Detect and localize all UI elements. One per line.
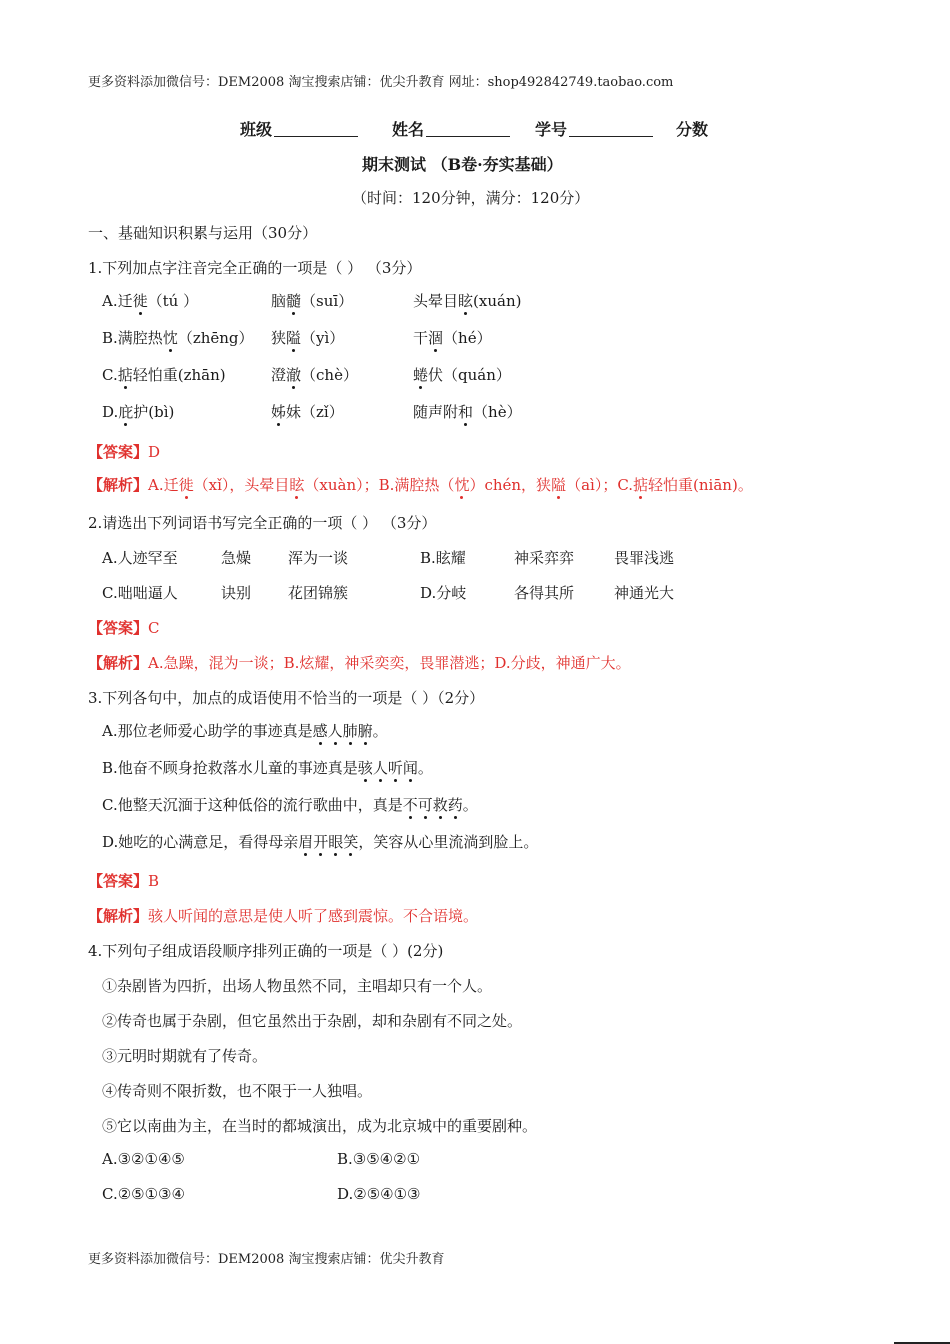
q3-dotted-idiom bbox=[403, 796, 463, 814]
answer-value: D bbox=[148, 443, 161, 461]
q1-dotted-char: 和 bbox=[458, 403, 474, 421]
q1-option-b-item2: 狭隘（yì） bbox=[271, 329, 345, 347]
q1-option-d-item1: D.庇护(bì) bbox=[102, 403, 175, 421]
dotted-char: 腑 bbox=[357, 722, 373, 740]
dotted-char: 人 bbox=[372, 759, 388, 777]
analysis-text bbox=[148, 476, 753, 494]
analysis-text: A.急躁，混为一谈；B.炫耀，神采奕奕，畏罪潜逃；D.分歧，神通广大。 bbox=[148, 654, 631, 672]
score-field bbox=[676, 117, 708, 140]
q1-option-c-item2: 澄澈（chè） bbox=[271, 366, 358, 384]
q4-stem: 4.下列句子组成语段顺序排列正确的一项是（ ）(2分) bbox=[88, 942, 444, 960]
analysis-label: 【解析】 bbox=[88, 476, 149, 494]
analysis-dotted-char: 隘 bbox=[551, 476, 567, 494]
analysis-dotted-char: 忱 bbox=[454, 476, 470, 494]
q2-word: D.分岐 bbox=[420, 584, 467, 602]
q2-stem: 2.请选出下列词语书写完全正确的一项（ ） （3分） bbox=[88, 514, 437, 532]
dotted-char: 救 bbox=[432, 796, 448, 814]
q2-answer bbox=[88, 617, 160, 638]
analysis-label: 【解析】 bbox=[88, 654, 149, 672]
q3-analysis bbox=[88, 905, 478, 926]
q2-word: 各得其所 bbox=[514, 584, 575, 602]
q1-option-a-item2: 脑髓（suī） bbox=[271, 292, 354, 310]
dotted-char: 药 bbox=[447, 796, 463, 814]
q1-option-a-item3: 头晕目眩(xuán) bbox=[413, 292, 522, 310]
q4-sentence: ②传奇也属于杂剧，但它虽然出于杂剧，却和杂剧有不同之处。 bbox=[102, 1012, 523, 1030]
q2-word: 神采弈弈 bbox=[514, 549, 575, 567]
dotted-char: 感 bbox=[312, 722, 328, 740]
class-label: 班级 bbox=[240, 120, 273, 139]
q4-sentence: ⑤它以南曲为主，在当时的都城演出，成为北京城中的重要剧种。 bbox=[102, 1117, 538, 1135]
analysis-segment: （aì）；C. bbox=[566, 476, 634, 494]
dotted-char: 眼 bbox=[328, 833, 344, 851]
q3-option-d: D.她吃的心满意足，看得母亲眉开眼笑，笑容从心里流淌到脸上。 bbox=[102, 833, 539, 851]
q1-analysis bbox=[88, 474, 753, 495]
q1-dotted-char: 徙 bbox=[132, 292, 148, 310]
dotted-char: 人 bbox=[327, 722, 343, 740]
dotted-char: 眉 bbox=[298, 833, 314, 851]
analysis-label: 【解析】 bbox=[88, 907, 149, 925]
q2-word: 浑为一谈 bbox=[288, 549, 349, 567]
page-footer: 更多资料添加微信号：DEM2008 淘宝搜索店铺：优尖升教育 bbox=[88, 1252, 445, 1267]
dotted-char: 骇 bbox=[357, 759, 373, 777]
q1-dotted-char: 姊 bbox=[271, 403, 287, 421]
class-blank[interactable] bbox=[274, 120, 358, 137]
q2-word: B.眩耀 bbox=[420, 549, 466, 567]
q1-option-a-item1: A.迁徙（tú ） bbox=[102, 292, 199, 310]
q2-word: 急燥 bbox=[221, 549, 252, 567]
analysis-segment: （xuàn）；B.满腔热（ bbox=[304, 476, 455, 494]
q1-option-c-item1: C.掂轻怕重(zhān) bbox=[102, 366, 226, 384]
score-label: 分数 bbox=[676, 120, 709, 139]
answer-label: 【答案】 bbox=[88, 619, 149, 637]
q3-dotted-idiom bbox=[298, 833, 358, 851]
q1-option-c-item3: 蜷伏（quán） bbox=[413, 366, 511, 384]
dotted-char: 肺 bbox=[342, 722, 358, 740]
q1-dotted-char: 庇 bbox=[118, 403, 134, 421]
analysis-dotted-char: 徙 bbox=[178, 476, 194, 494]
answer-value: B bbox=[148, 872, 160, 890]
dotted-char: 闻 bbox=[402, 759, 418, 777]
class-field bbox=[240, 117, 358, 140]
page-subtitle: （时间：120分钟，满分：120分） bbox=[352, 189, 590, 207]
q1-stem: 1.下列加点字注音完全正确的一项是（ ） （3分） bbox=[88, 259, 422, 277]
dotted-char: 可 bbox=[417, 796, 433, 814]
q1-dotted-char: 掂 bbox=[117, 366, 133, 384]
q1-dotted-char: 隘 bbox=[286, 329, 302, 347]
section-heading: 一、基础知识积累与运用（30分） bbox=[88, 224, 318, 242]
page-title: 期末测试 （B卷·夯实基础） bbox=[362, 155, 563, 174]
q4-option-c: C.②⑤①③④ bbox=[102, 1185, 185, 1203]
q1-dotted-char: 眩 bbox=[458, 292, 474, 310]
answer-label: 【答案】 bbox=[88, 443, 149, 461]
analysis-dotted-char: 眩 bbox=[289, 476, 305, 494]
q4-sentence: ③元明时期就有了传奇。 bbox=[102, 1047, 268, 1065]
q4-sentence: ①杂剧皆为四折，出场人物虽然不同，主唱却只有一个人。 bbox=[102, 977, 493, 995]
number-field bbox=[535, 117, 653, 140]
analysis-dotted-char: 掂 bbox=[633, 476, 649, 494]
answer-value: C bbox=[148, 619, 160, 637]
name-label: 姓名 bbox=[392, 120, 425, 139]
dotted-char: 不 bbox=[402, 796, 418, 814]
dotted-char: 开 bbox=[313, 833, 329, 851]
q3-option-c: C.他整天沉湎于这种低俗的流行歌曲中，真是不可救药。 bbox=[102, 796, 478, 814]
q1-dotted-char: 蜷 bbox=[413, 366, 429, 384]
q2-word: 畏罪浅逃 bbox=[614, 549, 675, 567]
q1-option-b-item3: 干涸（hé） bbox=[413, 329, 492, 347]
q1-answer bbox=[88, 441, 160, 462]
q2-word: 诀别 bbox=[221, 584, 252, 602]
page-header: 更多资料添加微信号：DEM2008 淘宝搜索店铺：优尖升教育 网址：shop492842749.taobao.com bbox=[88, 75, 674, 90]
q1-dotted-char: 澈 bbox=[286, 366, 302, 384]
q1-option-d-item2: 姊妹（zǐ） bbox=[271, 403, 344, 421]
q2-word: 花团锦簇 bbox=[288, 584, 349, 602]
number-blank[interactable] bbox=[569, 120, 653, 137]
analysis-segment: （xǐ），头晕目 bbox=[193, 476, 290, 494]
dotted-char: 笑 bbox=[343, 833, 359, 851]
q1-dotted-char: 髓 bbox=[286, 292, 302, 310]
q1-option-b-item1: B.满腔热忱（zhēng） bbox=[102, 329, 254, 347]
q1-dotted-char: 忱 bbox=[162, 329, 178, 347]
analysis-text: 骇人听闻的意思是使人听了感到震惊。不合语境。 bbox=[148, 907, 479, 925]
q4-sentence: ④传奇则不限折数，也不限于一人独唱。 bbox=[102, 1082, 373, 1100]
q2-analysis bbox=[88, 652, 631, 673]
q3-answer bbox=[88, 870, 159, 891]
dotted-char: 听 bbox=[387, 759, 403, 777]
q3-dotted-idiom bbox=[313, 722, 373, 740]
q4-option-d: D.②⑤④①③ bbox=[337, 1185, 421, 1203]
analysis-segment: A.迁 bbox=[148, 476, 179, 494]
q4-option-b: B.③⑤④②① bbox=[337, 1150, 421, 1168]
name-field bbox=[392, 117, 510, 140]
q3-dotted-idiom bbox=[358, 759, 418, 777]
number-label: 学号 bbox=[535, 120, 568, 139]
q4-option-a: A.③②①④⑤ bbox=[102, 1150, 185, 1168]
q2-word: A.人迹罕至 bbox=[102, 549, 178, 567]
q1-option-d-item3: 随声附和（hè） bbox=[413, 403, 522, 421]
q3-option-a: A.那位老师爱心助学的事迹真是感人肺腑。 bbox=[102, 722, 388, 740]
q3-option-b: B.他奋不顾身抢救落水儿童的事迹真是骇人听闻。 bbox=[102, 759, 433, 777]
q3-stem: 3.下列各句中，加点的成语使用不恰当的一项是（ ）（2分） bbox=[88, 689, 485, 707]
answer-label: 【答案】 bbox=[88, 872, 149, 890]
q2-word: 神通光大 bbox=[614, 584, 675, 602]
analysis-segment: 轻怕重(niān)。 bbox=[648, 476, 753, 494]
q1-dotted-char: 涸 bbox=[428, 329, 444, 347]
name-blank[interactable] bbox=[426, 120, 510, 137]
analysis-segment: ）chén，狭 bbox=[469, 476, 552, 494]
q2-word: C.咄咄逼人 bbox=[102, 584, 178, 602]
